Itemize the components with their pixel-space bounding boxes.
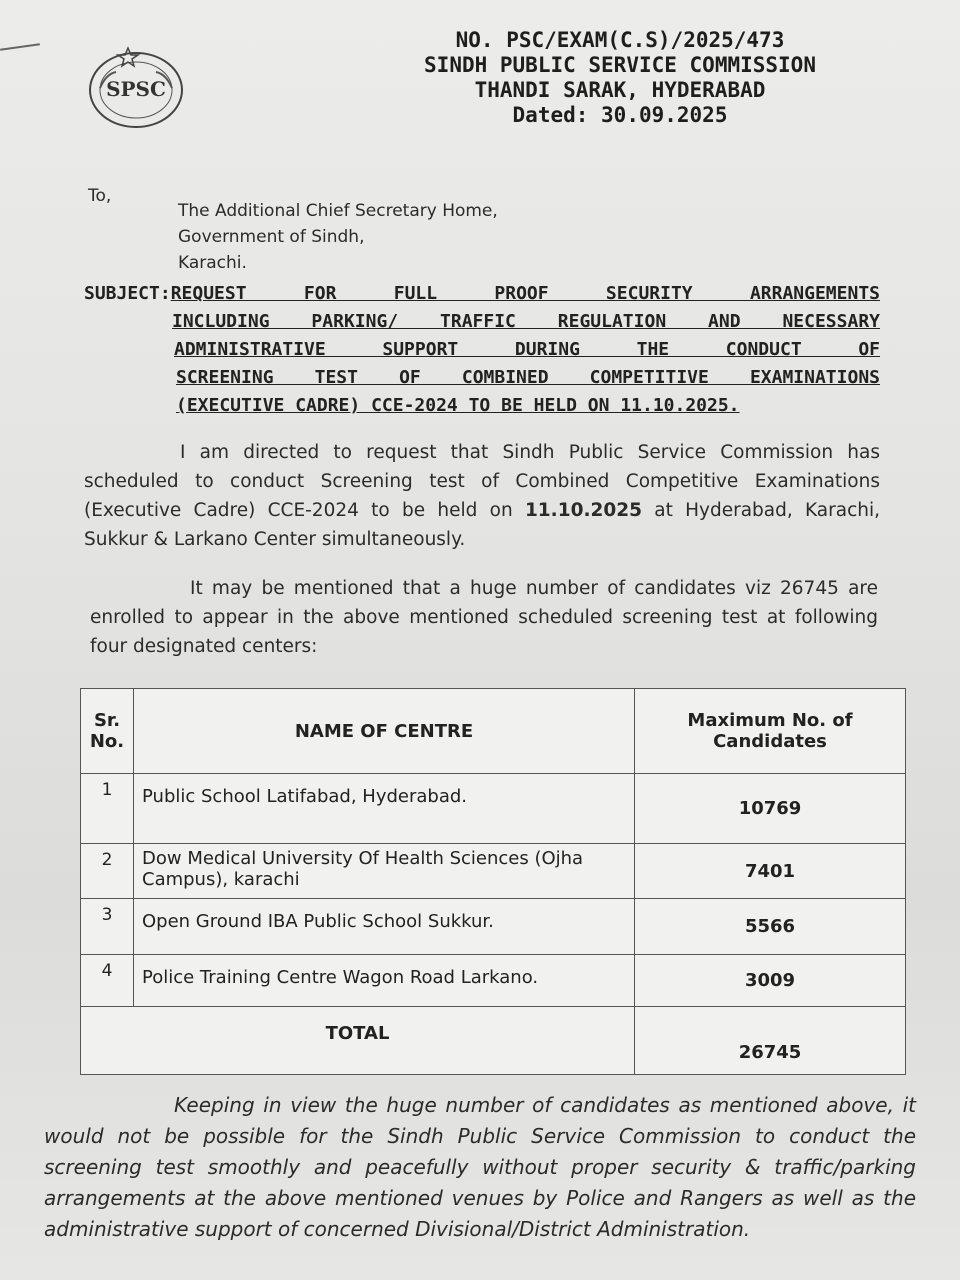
row-centre-name: Open Ground IBA Public School Sukkur.	[134, 899, 635, 955]
paragraph-2: It may be mentioned that a huge number of candidates viz 26745 are enrolled to appear in the above mentioned scheduled screening test at following four designated centers:	[90, 578, 878, 657]
total-value: 26745	[635, 1007, 906, 1075]
col-header-sr: Sr. No.	[81, 689, 134, 774]
row-centre-name: Public School Latifabad, Hyderabad.	[134, 774, 635, 844]
subject-line-4: SCREENING TEST OF COMBINED COMPETITIVE EXAMINATIONS	[176, 367, 880, 388]
paragraph-1	[84, 438, 880, 554]
recipient-address	[178, 198, 498, 276]
letter-number: NO. PSC/EXAM(C.S)/2025/473	[455, 28, 785, 52]
subject-line-2: INCLUDING PARKING/ TRAFFIC REGULATION AND NECESSARY	[172, 311, 880, 332]
letter-date: Dated: 30.09.2025	[512, 103, 728, 127]
recipient-line-3: Karachi.	[178, 253, 247, 273]
pen-mark	[0, 43, 40, 51]
subject-line-3: ADMINISTRATIVE SUPPORT DURING THE CONDUCT OF	[174, 339, 880, 360]
subject-line-1: REQUEST FOR FULL PROOF SECURITY ARRANGEMENTS	[170, 283, 880, 304]
col-header-max: Maximum No. of Candidates	[635, 689, 906, 774]
row-centre-name: Dow Medical University Of Health Sciences (Ojha Campus), karachi	[134, 844, 635, 899]
svg-text:SPSC: SPSC	[106, 77, 166, 101]
total-label: TOTAL	[81, 1007, 635, 1075]
letterhead	[360, 28, 880, 128]
to-label: To,	[88, 186, 112, 206]
subject-line-5: (EXECUTIVE CADRE) CCE-2024 TO BE HELD ON 11.10.2025.	[176, 395, 740, 416]
exam-date: 11.10.2025	[524, 500, 642, 521]
row-sr: 4	[81, 955, 134, 1007]
table-row	[81, 774, 906, 844]
paragraph-1-text-a: I am directed to request that Sindh Public Service Commission has scheduled to conduct Screening test of Combined Competitive Examinations (Executive Cadre) CCE-2024 to be held on	[84, 442, 880, 521]
row-centre-name: Police Training Centre Wagon Road Larkano.	[134, 955, 635, 1007]
subject-label: SUBJECT:	[84, 283, 171, 304]
row-sr: 3	[81, 899, 134, 955]
table-row	[81, 899, 906, 955]
row-max-candidates: 10769	[635, 774, 906, 844]
spsc-logo-icon	[86, 44, 186, 130]
organization-address: THANDI SARAK, HYDERABAD	[474, 78, 766, 102]
centres-table	[80, 688, 906, 1075]
table-row	[81, 844, 906, 899]
recipient-line-2: Government of Sindh,	[178, 227, 365, 247]
recipient-line-1: The Additional Chief Secretary Home,	[178, 201, 498, 221]
table-total-row	[81, 1007, 906, 1075]
organization-name: SINDH PUBLIC SERVICE COMMISSION	[424, 53, 816, 77]
row-max-candidates: 3009	[635, 955, 906, 1007]
col-header-name: NAME OF CENTRE	[134, 689, 635, 774]
row-max-candidates: 5566	[635, 899, 906, 955]
row-sr: 2	[81, 844, 134, 899]
row-max-candidates: 7401	[635, 844, 906, 899]
table-row	[81, 955, 906, 1007]
paragraph-1-text-b: at Hyderabad, Karachi, Sukkur & Larkano Center simultaneously.	[84, 500, 880, 550]
paragraph-3: Keeping in view the huge number of candidates as mentioned above, it would not be possible for the Sindh Public Service Commission to conduct the screening test smoothly and peacefully without proper security & traffic/parking arrangements at the above mentioned venues by Police and Rangers as well as the administrative support of concerned Divisional/District Administration.	[44, 1093, 916, 1241]
subject-block	[84, 280, 880, 420]
table-header-row	[81, 689, 906, 774]
row-sr: 1	[81, 774, 134, 844]
